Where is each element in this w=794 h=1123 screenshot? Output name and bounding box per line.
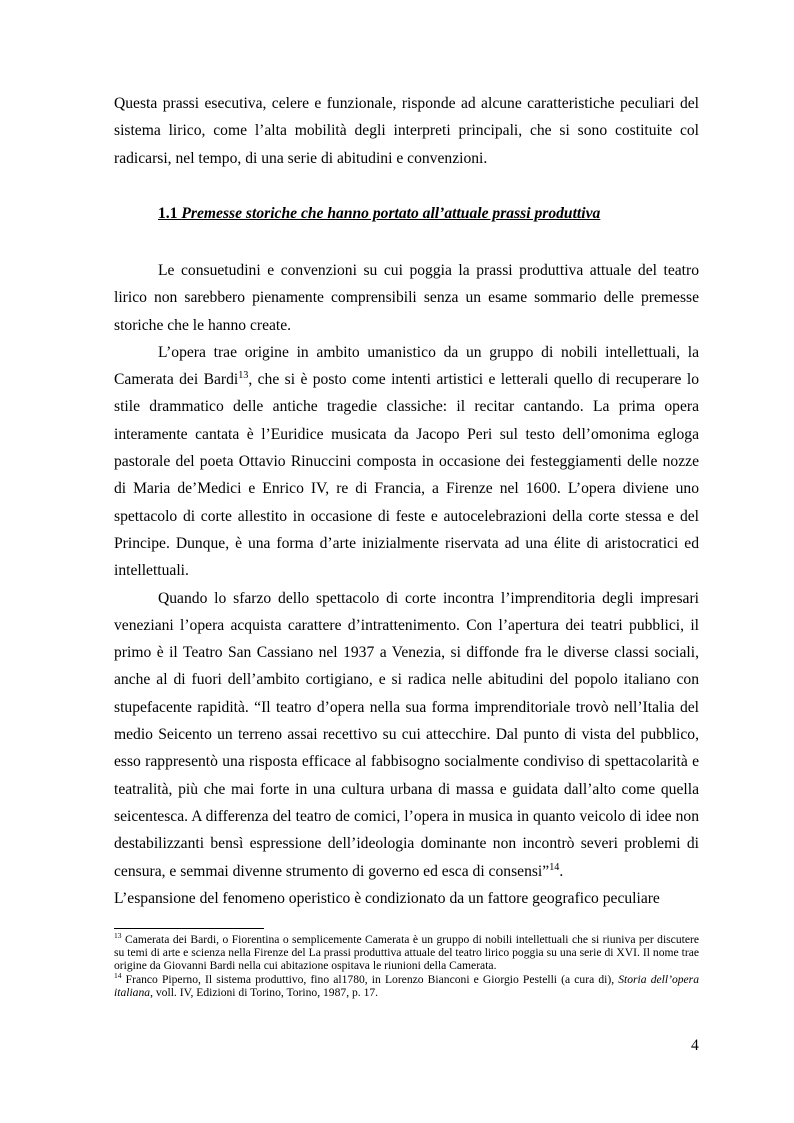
footnote-14: [114, 970, 699, 999]
footnote-ref-13: 13: [238, 370, 249, 381]
footnote-divider: [114, 928, 264, 929]
paragraph-4: L’espansione del fenomeno operistico è condizionato da un fattore geografico peculiare: [114, 889, 660, 907]
footnotes: [114, 933, 699, 999]
intro-paragraph: Questa prassi esecutiva, celere e funzionale, risponde ad alcune caratteristiche peculiari del sistema lirico, come l’alta mobilità degli interpreti principali, che si sono costituite col radicarsi, nel tempo, di una serie di abitudini e convenzioni.: [114, 95, 699, 167]
section-heading: [158, 205, 600, 223]
footnote-14-book-title: Storia dell’opera italiana: [114, 972, 699, 999]
paragraph-2-start: L’opera trae origine in ambito umanistico da un gruppo di nobili intellettuali, la Camerata dei Bardi: [114, 343, 699, 389]
paragraph-3-text: Quando lo sfarzo dello spettacolo di corte incontra l’imprenditoria degli impresari veneziani l’opera acquista carattere d’intrattenimento. Con l’apertura dei teatri pubblici, il primo è il Teatro San Cassiano nel 1937 a Venezia, si diffonde fra le diverse classi sociali, anche al di fuori dell’ambito cortigiano, e si radica nelle abitudini del popolo italiano con stupefacente rapidità. “Il teatro d’opera nella sua forma imprenditoriale trovò nell’Italia del medio Seicento un terreno assai recettivo su cui attecchire. Dal punto di vista del pubblico, esso rappresentò una risposta efficace al fabbisogno socialmente condiviso di spettacolarità e teatralità, più che mai forte in una cultura urbana di massa e guidata dall’alto come quella seicentesca. A differenza del teatro de comici, l’opera in musica in quanto veicolo di idee non destabilizzanti bensì espressione dell’ideologia dominante non incontrò severi problemi di censura, e semmai divenne strumento di governo ed esca di consensi”: [114, 589, 699, 880]
page-number: 4: [691, 1037, 699, 1054]
section-title: Premesse storiche che hanno portato all’attuale prassi produttiva: [181, 205, 601, 222]
footnote-ref-14: 14: [549, 861, 560, 873]
footnote-14-text: Franco Piperno, Il sistema produttivo, fino al1780, in Lorenzo Bianconi e Giorgio Pestelli (a cura di),: [121, 972, 619, 986]
intro-block: [114, 90, 699, 172]
footnote-14-text-end: , voll. IV, Edizioni di Torino, Torino, 1987, p. 17.: [150, 985, 379, 999]
footnote-14-number: 14: [114, 970, 122, 980]
footnote-13: [114, 933, 699, 973]
footnote-13-number: 13: [114, 931, 122, 941]
footnote-13-text: Camerata dei Bardi, o Fiorentina o semplicemente Camerata è un gruppo di nobili intellettuali che si riuniva per discutere su temi di arte e scienza nella Firenze del La prassi produttiva attuale del teatro lirico poggia su una serie di XVI. Il nome trae origine da Giovanni Bardi nella cui abitazione ospitava le riunioni della Camerata.: [114, 933, 699, 973]
paragraph-3: [114, 585, 699, 885]
paragraph-1: Le consuetudini e convenzioni su cui poggia la prassi produttiva attuale del teatro lirico non sarebbero pienamente comprensibili senza un esame sommario delle premesse storiche che le hanno create.: [114, 262, 699, 334]
paragraph-3-end: .: [559, 862, 564, 880]
paragraph-2-rest: , che si è posto come intenti artistici e letterali quello di recuperare lo stile drammatico delle antiche tragedie classiche: il recitar cantando. La prima opera interamente cantata è l’Euridice musicata da Jacopo Peri sul testo dell’omonima egloga pastorale del poeta Ottavio Rinuccini composta in occasione dei festeggiamenti delle nozze di Maria de’Medici e Enrico IV, re di Francia, a Firenze nel 1600. L’opera diviene uno spettacolo di corte allestito in occasione di feste e autocelebrazioni della corte stessa e del Principe. Dunque, è una forma d’arte inizialmente riservata ad una élite di aristocratici ed intellettuali.: [114, 371, 700, 580]
main-text: [114, 257, 699, 912]
paragraph-2: [114, 339, 699, 585]
section-number: 1.1: [158, 205, 178, 222]
